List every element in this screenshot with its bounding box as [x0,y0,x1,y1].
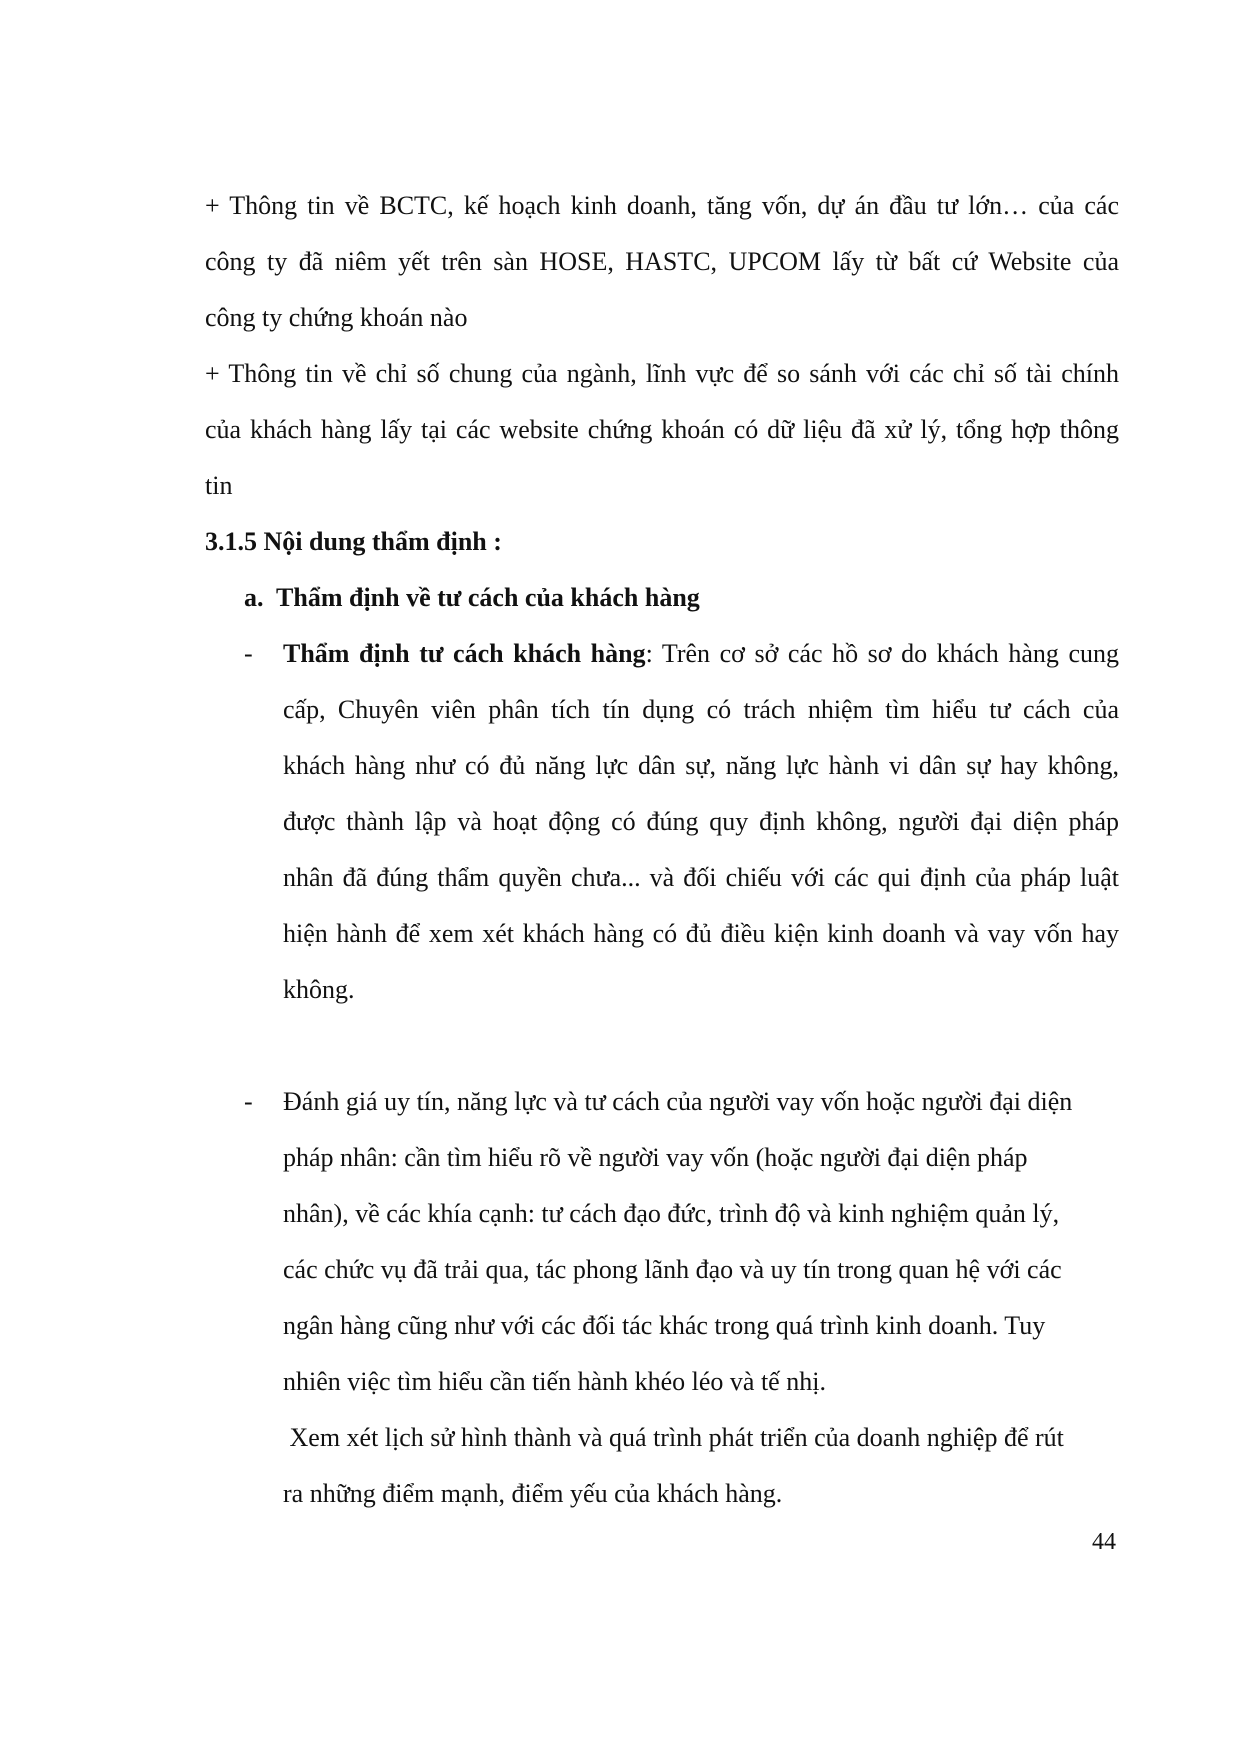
bullet-1-line-4: được thành lập và hoạt động có đúng quy định không, người đại diện pháp [283,807,1119,836]
paragraph-2-line-3: tin [205,471,233,500]
bullet-1-line-5: nhân đã đúng thẩm quyền chưa... và đối chiếu với các qui định của pháp luật [283,863,1119,892]
paragraph-3-line-1: Xem xét lịch sử hình thành và quá trình phát triển của doanh nghiệp để rút [283,1423,1064,1452]
bullet-1-line-2: cấp, Chuyên viên phân tích tín dụng có trách nhiệm tìm hiểu tư cách của [283,695,1119,724]
bullet-1-lead-bold: Thẩm định tư cách khách hàng [283,639,646,668]
bullet-2-line-1: Đánh giá uy tín, năng lực và tư cách của người vay vốn hoặc người đại diện [283,1087,1073,1116]
bullet-1-line-6: hiện hành để xem xét khách hàng có đủ điều kiện kinh doanh và vay vốn hay [283,919,1119,948]
paragraph-1-line-3: công ty chứng khoán nào [205,303,468,332]
subsection-heading: a. Thẩm định về tư cách của khách hàng [244,583,700,612]
bullet-2-line-6: nhiên việc tìm hiểu cần tiến hành khéo léo và tế nhị. [283,1367,826,1396]
bullet-2-line-2: pháp nhân: cần tìm hiểu rõ về người vay vốn (hoặc người đại diện pháp [283,1143,1028,1172]
bullet-1-line-1 [283,638,1119,670]
section-heading: 3.1.5 Nội dung thẩm định : [205,527,502,556]
bullet-2-line-5: ngân hàng cũng như với các đối tác khác trong quá trình kinh doanh. Tuy [283,1311,1046,1340]
bullet-1-line-3: khách hàng như có đủ năng lực dân sự, năng lực hành vi dân sự hay không, [283,751,1119,780]
bullet-2-line-4: các chức vụ đã trải qua, tác phong lãnh đạo và uy tín trong quan hệ với các [283,1255,1062,1284]
bullet-1-line-7: không. [283,975,355,1004]
paragraph-3-line-2: ra những điểm mạnh, điểm yếu của khách hàng. [283,1479,783,1508]
bullet-2-marker: - [244,1087,253,1116]
bullet-2-line-3: nhân), về các khía cạnh: tư cách đạo đức, trình độ và kinh nghiệm quản lý, [283,1199,1060,1228]
bullet-1-lead-rest: : Trên cơ sở các hồ sơ do khách hàng cung [645,639,1119,668]
bullet-1-marker: - [244,639,253,668]
page-number: 44 [1092,1529,1116,1555]
paragraph-1-line-1: + Thông tin về BCTC, kế hoạch kinh doanh, tăng vốn, dự án đầu tư lớn… của các [205,191,1119,220]
paragraph-2-line-1: + Thông tin về chỉ số chung của ngành, lĩnh vực để so sánh với các chỉ số tài chính [205,359,1119,388]
paragraph-1-line-2: công ty đã niêm yết trên sàn HOSE, HASTC, UPCOM lấy từ bất cứ Website của [205,247,1119,276]
paragraph-2-line-2: của khách hàng lấy tại các website chứng khoán có dữ liệu đã xử lý, tổng hợp thông [205,415,1119,444]
